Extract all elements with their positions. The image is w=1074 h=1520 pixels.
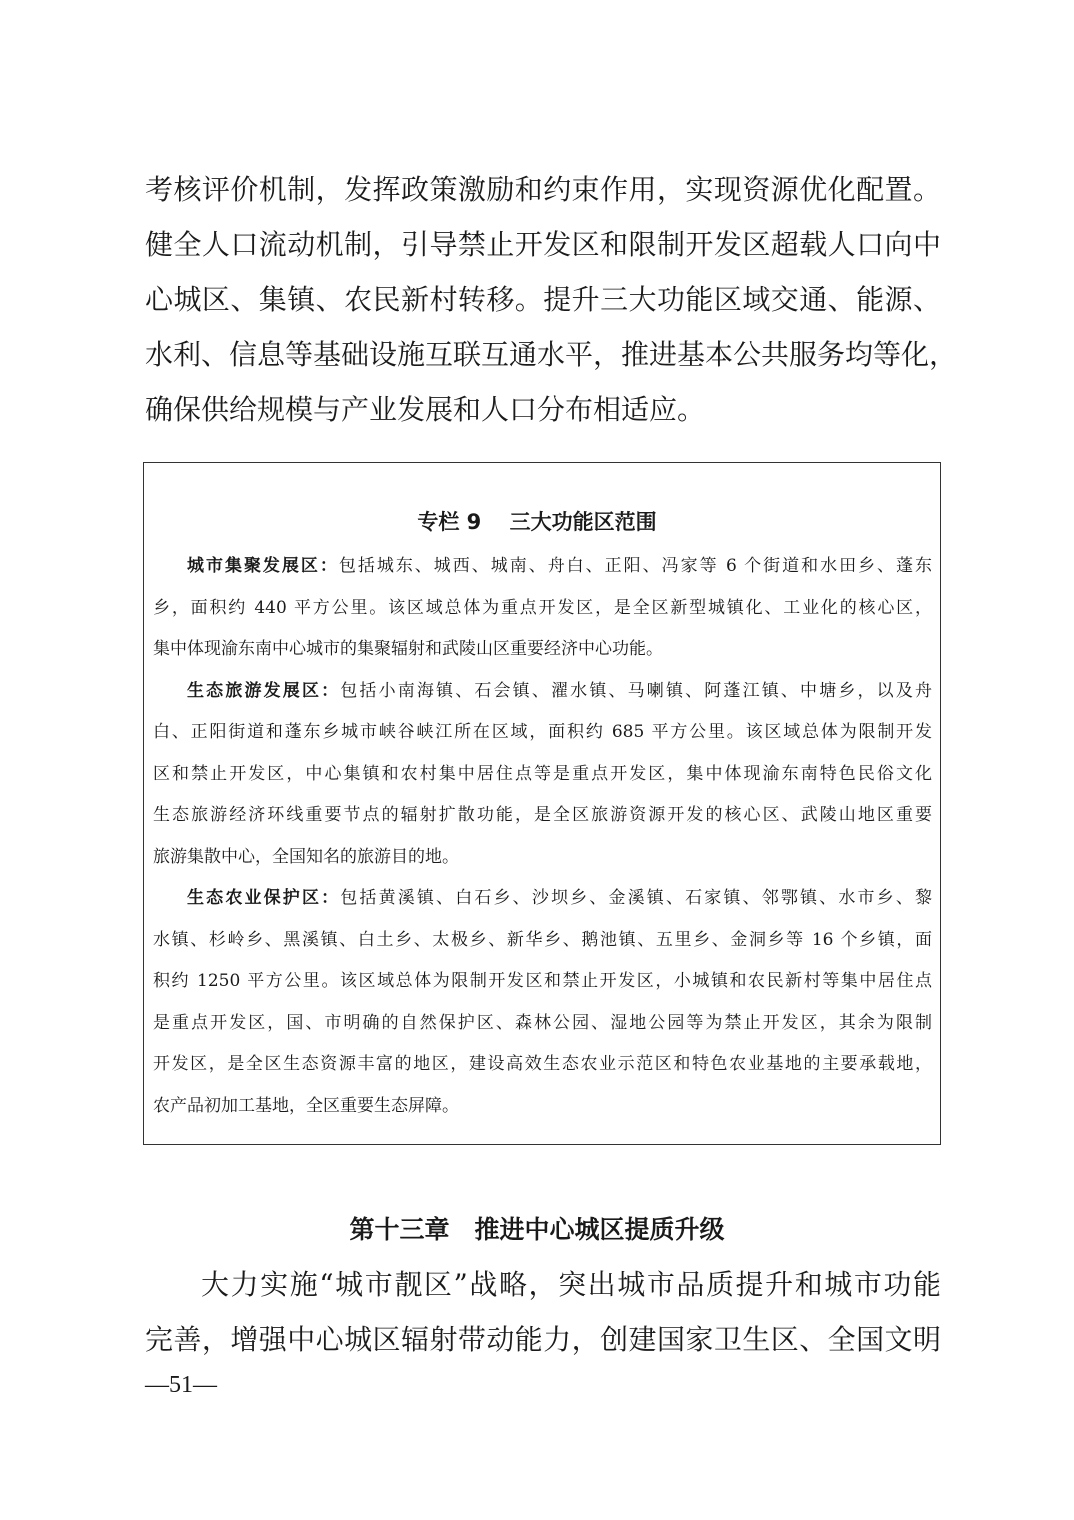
zone-text: 区和禁止开发区，中心集镇和农村集中居住点等是重点开发区，集中体现渝东南特色民俗文化: [153, 763, 932, 784]
text-line: 心城区、集镇、农民新村转移。提升三大功能区域交通、能源、: [145, 283, 941, 316]
text-line: 大力实施“城市靓区”战略，突出城市品质提升和城市功能: [201, 1268, 941, 1301]
zone-text: 包括城东、城西、城南、舟白、正阳、冯家等 6 个街道和水田乡、蓬东: [338, 556, 933, 576]
text-line: 健全人口流动机制，引导禁止开发区和限制开发区超载人口向中: [145, 228, 941, 261]
zone-text: 开发区，是全区生态资源丰富的地区，建设高效生态农业示范区和特色农业基地的主要承载地，: [153, 1054, 932, 1074]
box-text-line: [153, 968, 932, 994]
zone-text: 白、正阳街道和蓬东乡城市峡谷峡江所在区域，面积约 685 平方公里。该区域总体为限制开发: [153, 722, 932, 742]
zone-text: 水镇、杉岭乡、黑溪镇、白土乡、太极乡、新华乡、鹅池镇、五里乡、金洞乡等 16 个乡镇，面: [153, 929, 932, 950]
box-text-line: [153, 802, 932, 828]
zone-text: 包括黄溪镇、白石乡、沙坝乡、金溪镇、石家镇、邻鄂镇、水市乡、黎: [340, 888, 933, 908]
box-text-line: [153, 927, 932, 953]
box-text-line: [153, 636, 932, 662]
zone-label: 生态旅游发展区：: [187, 680, 341, 701]
zone-text: 农产品初加工基地，全区重要生态屏障。: [153, 1095, 459, 1116]
box-text-line: [187, 553, 932, 579]
box-text-line: [153, 1093, 932, 1119]
box-text-line: [153, 844, 932, 870]
box-text-line: [153, 595, 932, 621]
page-number: —51—: [145, 1372, 217, 1398]
box-text-line: [153, 761, 932, 787]
box-text-line: [187, 678, 932, 704]
box-text-line: [187, 885, 932, 911]
text-line: 确保供给规模与产业发展和人口分布相适应。: [145, 393, 706, 426]
box-title: 专栏 9 三大功能区范围: [417, 510, 657, 534]
text-line: 考核评价机制，发挥政策激励和约束作用，实现资源优化配置。: [145, 173, 941, 206]
zone-text: 包括小南海镇、石会镇、濯水镇、马喇镇、阿蓬江镇、中塘乡，以及舟: [340, 680, 933, 701]
text-line: 完善，增强中心城区辐射带动能力，创建国家卫生区、全国文明: [145, 1323, 941, 1356]
zone-text: 集中体现渝东南中心城市的集聚辐射和武陵山区重要经济中心功能。: [153, 639, 663, 659]
zone-text: 生态旅游经济环线重要节点的辐射扩散功能，是全区旅游资源开发的核心区、武陵山地区重要: [153, 805, 932, 825]
zone-label: 生态农业保护区：: [187, 888, 341, 908]
text-line: 水利、信息等基础设施互联互通水平，推进基本公共服务均等化，: [145, 338, 958, 371]
zone-text: 乡，面积约 440 平方公里。该区域总体为重点开发区，是全区新型城镇化、工业化的核心区，: [153, 597, 932, 618]
zone-text: 是重点开发区，国、市明确的自然保护区、森林公园、湿地公园等为禁止开发区，其余为限制: [153, 1012, 932, 1033]
box-text-line: [153, 1051, 932, 1077]
box-text-line: [153, 719, 932, 745]
zone-text: 积约 1250 平方公里。该区域总体为限制开发区和禁止开发区，小城镇和农民新村等集中居住点: [153, 971, 932, 991]
box-text-line: [153, 1010, 932, 1036]
zone-text: 旅游集散中心，全国知名的旅游目的地。: [153, 846, 459, 867]
chapter-heading: 第十三章 推进中心城区提质升级: [349, 1215, 725, 1244]
zone-label: 城市集聚发展区：: [187, 556, 339, 576]
